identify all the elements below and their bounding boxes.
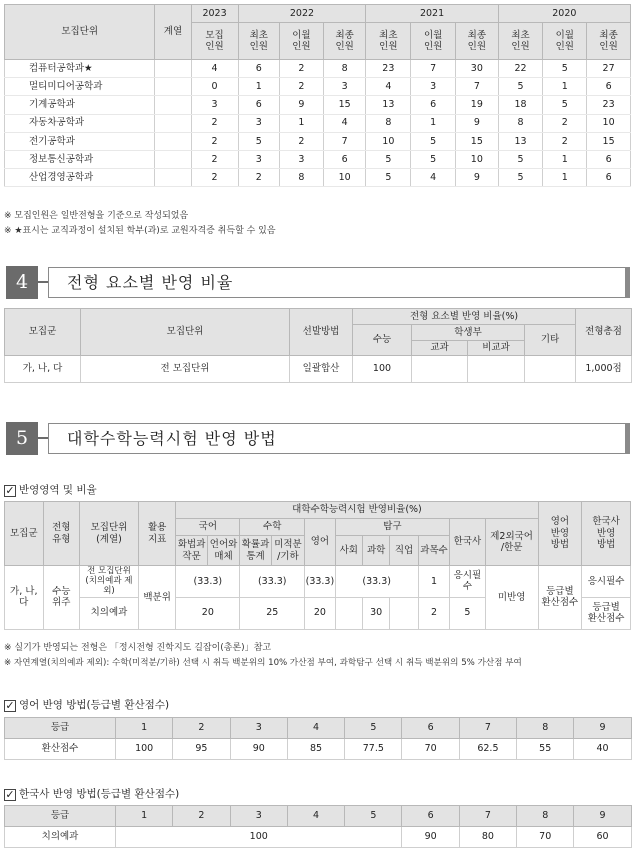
- section-title: 대학수학능력시험 반영 방법: [48, 423, 630, 454]
- value-cell: 1: [280, 114, 324, 132]
- t3-group: 가, 나, 다: [5, 566, 44, 630]
- table-row: [5, 169, 631, 187]
- value-cell: 6: [587, 150, 631, 168]
- t1-subheader: 최초 인원: [238, 23, 280, 60]
- t1-subheader: 이월 인원: [543, 23, 587, 60]
- t3-header-s1: 사회: [335, 536, 362, 566]
- table-row: [5, 96, 631, 114]
- t3-header-korean: 국어: [176, 519, 240, 536]
- grade-header: 4: [287, 718, 344, 739]
- t3-count-2: 2: [418, 597, 449, 629]
- t3-history-2: 5: [450, 597, 486, 629]
- value-cell: 18: [498, 96, 543, 114]
- value-cell: 23: [587, 96, 631, 114]
- t4-label-score: 환산점수: [5, 739, 116, 760]
- t3-eng-method: 등급별 환산점수: [538, 566, 582, 630]
- t5-score: 70: [517, 827, 574, 848]
- t2-etc: [525, 356, 576, 383]
- dept-name: 기계공학과: [5, 96, 155, 114]
- note-quota: ※ 모집인원은 일반전형을 기준으로 작성되었음: [4, 211, 189, 221]
- header-year-2023: 2023: [191, 5, 238, 23]
- value-cell: 5: [411, 150, 456, 168]
- value-cell: 5: [543, 96, 587, 114]
- value-cell: 13: [366, 96, 411, 114]
- grade-header: 7: [459, 806, 516, 827]
- value-cell: 22: [498, 60, 543, 78]
- t3-header-k2: 언어와 매체: [207, 536, 239, 566]
- value-cell: 3: [411, 78, 456, 96]
- value-cell: 5: [238, 132, 280, 150]
- value-cell: 5: [498, 78, 543, 96]
- t2-suneung: 100: [353, 356, 412, 383]
- grade-header: 5: [345, 718, 402, 739]
- value-cell: 10: [587, 114, 631, 132]
- table-row: [5, 150, 631, 168]
- dept-name: 자동차공학과: [5, 114, 155, 132]
- checkbox-icon: ✓: [5, 699, 15, 712]
- value-cell: 2: [191, 132, 238, 150]
- grade-header: 9: [574, 806, 631, 827]
- value-cell: 2: [280, 60, 324, 78]
- grade-header: 8: [517, 718, 574, 739]
- t3-header-unit: 모집단위 (계열): [80, 502, 139, 566]
- value-cell: 4: [191, 60, 238, 78]
- grade-header: 8: [517, 806, 574, 827]
- english-grade-table: [4, 717, 632, 760]
- grade-header: 2: [173, 806, 230, 827]
- t2-header-subject: 교과: [412, 341, 468, 356]
- grade-header: 3: [230, 718, 287, 739]
- value-cell: 3: [238, 114, 280, 132]
- t3-math-2: 25: [240, 597, 305, 629]
- value-cell: 6: [238, 60, 280, 78]
- selection-ratio-table: [4, 308, 632, 383]
- value-cell: 2: [238, 169, 280, 187]
- t5-label-grade: 등급: [5, 806, 116, 827]
- t2-header-etc: 기타: [525, 325, 576, 356]
- subheading-history: [4, 786, 179, 801]
- value-cell: 3: [191, 96, 238, 114]
- t1-subheader: 이월 인원: [280, 23, 324, 60]
- t3-job-2: [390, 597, 418, 629]
- note-practical: ※ 실기가 반영되는 전형은 「정시전형 진학지도 길잡이(총론)」참고: [4, 643, 272, 653]
- subheading-ratio: [4, 482, 97, 497]
- t3-header-m1: 확률과 통계: [240, 536, 271, 566]
- dept-name: 정보통신공학과: [5, 150, 155, 168]
- value-cell: 1: [411, 114, 456, 132]
- t2-subject: [412, 356, 468, 383]
- t2-header-total: 전형총점: [576, 309, 632, 356]
- suneung-ratio-table: [4, 501, 631, 630]
- t2-method: 일괄합산: [290, 356, 353, 383]
- t3-history-1: 응시필수: [450, 566, 486, 598]
- t1-subheader: 최종 인원: [587, 23, 631, 60]
- value-cell: 9: [280, 96, 324, 114]
- t5-merged-score: 100: [116, 827, 402, 848]
- grade-header: 4: [287, 806, 344, 827]
- value-cell: 2: [280, 132, 324, 150]
- t3-header-group: 모집군: [5, 502, 44, 566]
- value-cell: 2: [191, 169, 238, 187]
- t3-hist-method-1: 응시필수: [582, 566, 631, 598]
- value-cell: 1: [543, 150, 587, 168]
- value-cell: 4: [411, 169, 456, 187]
- value-cell: 1: [543, 169, 587, 187]
- t1-subheader: 최종 인원: [456, 23, 499, 60]
- value-cell: 5: [498, 169, 543, 187]
- t3-header-type: 전형 유형: [43, 502, 80, 566]
- t3-count-1: 1: [418, 566, 449, 598]
- t2-header-ratio: 전형 요소별 반영 비율(%): [353, 309, 576, 325]
- t3-header-inquiry: 탐구: [335, 519, 450, 536]
- t1-subheader: 이월 인원: [411, 23, 456, 60]
- t3-header-history: 한국사: [450, 519, 486, 566]
- t3-english-2: 20: [305, 597, 335, 629]
- grade-header: 1: [116, 718, 173, 739]
- value-cell: 3: [280, 150, 324, 168]
- t2-header-group: 모집군: [5, 309, 81, 356]
- value-cell: 5: [411, 132, 456, 150]
- grade-score: 55: [517, 739, 574, 760]
- grade-header: 9: [574, 718, 631, 739]
- t3-second: 미반영: [485, 566, 538, 630]
- series-cell: [155, 114, 191, 132]
- section-number: 5: [6, 422, 38, 455]
- value-cell: 5: [366, 169, 411, 187]
- header-year-2022: 2022: [238, 5, 366, 23]
- dept-name: 멀티미디어공학과: [5, 78, 155, 96]
- t3-unit-1: 전 모집단위 (치의예과 제외): [80, 566, 139, 598]
- grade-score: 85: [287, 739, 344, 760]
- t3-hist-method-2: 등급별 환산점수: [582, 597, 631, 629]
- grade-score: 40: [574, 739, 631, 760]
- t3-science-2: 30: [362, 597, 389, 629]
- grade-score: 95: [173, 739, 230, 760]
- value-cell: 1: [543, 78, 587, 96]
- series-cell: [155, 169, 191, 187]
- value-cell: 5: [543, 60, 587, 78]
- value-cell: 0: [191, 78, 238, 96]
- t3-header-s4: 과목수: [418, 536, 449, 566]
- value-cell: 8: [498, 114, 543, 132]
- t3-math-1: (33.3): [240, 566, 305, 598]
- value-cell: 15: [323, 96, 366, 114]
- t3-header-second: 제2외국어 /한문: [485, 519, 538, 566]
- value-cell: 8: [280, 169, 324, 187]
- value-cell: 10: [323, 169, 366, 187]
- t3-header-eng-method: 영어 반영 방법: [538, 502, 582, 566]
- value-cell: 2: [543, 132, 587, 150]
- value-cell: 6: [587, 169, 631, 187]
- grade-score: 70: [402, 739, 459, 760]
- value-cell: 2: [191, 150, 238, 168]
- value-cell: 8: [323, 60, 366, 78]
- note-bonus: ※ 자연계열(치의예과 제외): 수학(미적분/기하) 선택 시 취득 백분위의 10% 가산점 부여, 과학탐구 선택 시 취득 백분위의 5% 가산점 부여: [4, 658, 522, 668]
- value-cell: 1: [238, 78, 280, 96]
- value-cell: 15: [587, 132, 631, 150]
- t2-nonsubject: [468, 356, 525, 383]
- t3-social-2: [335, 597, 362, 629]
- value-cell: 10: [456, 150, 499, 168]
- t5-score: 60: [574, 827, 631, 848]
- value-cell: 9: [456, 114, 499, 132]
- grade-header: 2: [173, 718, 230, 739]
- value-cell: 6: [587, 78, 631, 96]
- value-cell: 2: [191, 114, 238, 132]
- t3-header-index: 활용 지표: [138, 502, 176, 566]
- grade-header: 6: [402, 806, 459, 827]
- t3-unit-2: 치의예과: [80, 597, 139, 629]
- t5-score: 90: [402, 827, 459, 848]
- t3-korean-2: 20: [176, 597, 240, 629]
- value-cell: 4: [366, 78, 411, 96]
- t3-header-s3: 직업: [390, 536, 418, 566]
- grade-header: 3: [230, 806, 287, 827]
- checkbox-icon: ✓: [5, 484, 15, 497]
- table-row: [5, 60, 631, 78]
- t2-header-record: 학생부: [412, 325, 525, 341]
- value-cell: 15: [456, 132, 499, 150]
- value-cell: 6: [323, 150, 366, 168]
- subheading-text: 한국사 반영 방법(등급별 환산점수): [19, 788, 180, 800]
- table-row: [5, 132, 631, 150]
- t3-inquiry-1: (33.3): [335, 566, 418, 598]
- t1-subheader: 최초 인원: [498, 23, 543, 60]
- t1-subheader: 최초 인원: [366, 23, 411, 60]
- admission-history-table: [4, 4, 631, 187]
- t2-header-method: 선발방법: [290, 309, 353, 356]
- section-5-header: [6, 422, 630, 455]
- value-cell: 3: [238, 150, 280, 168]
- grade-header: 1: [116, 806, 173, 827]
- t3-header-english: 영어: [305, 519, 335, 566]
- t2-header-unit: 모집단위: [81, 309, 290, 356]
- value-cell: 7: [411, 60, 456, 78]
- grade-score: 62.5: [459, 739, 516, 760]
- table-row: [5, 78, 631, 96]
- series-cell: [155, 60, 191, 78]
- header-year-2021: 2021: [366, 5, 498, 23]
- value-cell: 4: [323, 114, 366, 132]
- value-cell: 8: [366, 114, 411, 132]
- t2-header-nonsubject: 비교과: [468, 341, 525, 356]
- subheading-english: [4, 697, 169, 712]
- t2-unit: 전 모집단위: [81, 356, 290, 383]
- t3-index: 백분위: [138, 566, 176, 630]
- header-series: 계열: [155, 5, 191, 60]
- value-cell: 23: [366, 60, 411, 78]
- value-cell: 3: [323, 78, 366, 96]
- t4-label-grade: 등급: [5, 718, 116, 739]
- t3-english-1: (33.3): [305, 566, 335, 598]
- value-cell: 2: [280, 78, 324, 96]
- checkbox-icon: ✓: [5, 788, 15, 801]
- subheading-text: 반영영역 및 비율: [19, 484, 97, 496]
- series-cell: [155, 150, 191, 168]
- value-cell: 6: [238, 96, 280, 114]
- value-cell: 13: [498, 132, 543, 150]
- grade-score: 77.5: [345, 739, 402, 760]
- section-4-header: [6, 266, 630, 299]
- history-grade-table: [4, 805, 632, 848]
- table-row: [5, 114, 631, 132]
- t2-group: 가, 나, 다: [5, 356, 81, 383]
- value-cell: 2: [543, 114, 587, 132]
- header-year-2020: 2020: [498, 5, 630, 23]
- series-cell: [155, 78, 191, 96]
- t2-total: 1,000점: [576, 356, 632, 383]
- grade-header: 5: [345, 806, 402, 827]
- dept-name: 컴퓨터공학과★: [5, 60, 155, 78]
- t2-header-suneung: 수능: [353, 325, 412, 356]
- subheading-text: 영어 반영 방법(등급별 환산점수): [19, 699, 170, 711]
- t1-subheader: 모집 인원: [191, 23, 238, 60]
- t5-score: 80: [459, 827, 516, 848]
- t1-subheader: 최종 인원: [323, 23, 366, 60]
- t3-korean-1: (33.3): [176, 566, 240, 598]
- value-cell: 27: [587, 60, 631, 78]
- value-cell: 6: [411, 96, 456, 114]
- header-unit: 모집단위: [5, 5, 155, 60]
- grade-score: 100: [116, 739, 173, 760]
- grade-score: 90: [230, 739, 287, 760]
- value-cell: 7: [456, 78, 499, 96]
- grade-header: 6: [402, 718, 459, 739]
- t3-header-math: 수학: [240, 519, 305, 536]
- t3-header-hist-method: 한국사 반영 방법: [582, 502, 631, 566]
- t5-label-dept: 치의예과: [5, 827, 116, 848]
- value-cell: 9: [456, 169, 499, 187]
- series-cell: [155, 96, 191, 114]
- note-teaching: ※ ★표시는 교직과정이 설치된 학부(과)로 교원자격증 취득할 수 있음: [4, 226, 276, 236]
- series-cell: [155, 132, 191, 150]
- dept-name: 전기공학과: [5, 132, 155, 150]
- t3-header-ratio: 대학수학능력시험 반영비율(%): [176, 502, 538, 519]
- dept-name: 산업경영공학과: [5, 169, 155, 187]
- value-cell: 19: [456, 96, 499, 114]
- value-cell: 10: [366, 132, 411, 150]
- value-cell: 30: [456, 60, 499, 78]
- t3-header-m2: 미적분 /기하: [271, 536, 304, 566]
- value-cell: 5: [498, 150, 543, 168]
- t3-header-s2: 과학: [362, 536, 389, 566]
- value-cell: 7: [323, 132, 366, 150]
- value-cell: 5: [366, 150, 411, 168]
- t3-header-k1: 화법과 작문: [176, 536, 207, 566]
- t3-type: 수능 위주: [43, 566, 80, 630]
- grade-header: 7: [459, 718, 516, 739]
- section-title: 전형 요소별 반영 비율: [48, 267, 630, 298]
- section-number: 4: [6, 266, 38, 299]
